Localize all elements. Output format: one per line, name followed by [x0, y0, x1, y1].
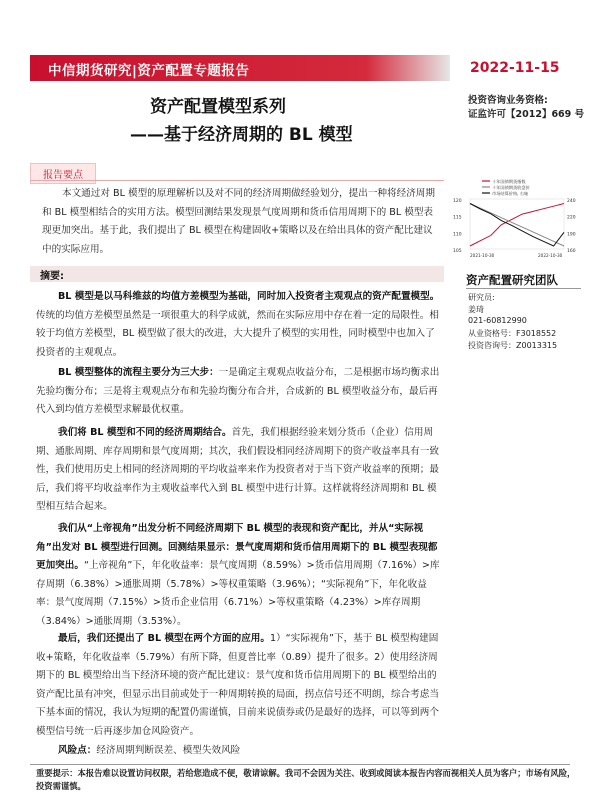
x-label-0: 2021-10-30 [470, 253, 495, 258]
report-title-line1: 资产配置模型系列 [150, 97, 286, 117]
right-tick-0: 240 [567, 199, 576, 204]
qualification-line2: 证监许可【2012】669 号 [468, 109, 585, 120]
chart-lines [470, 199, 564, 249]
right-tick-2: 190 [567, 232, 576, 238]
banner-text: 中信期货研究|资产配置专题报告 [48, 63, 250, 79]
chart-legend [482, 178, 531, 197]
x-label-1: 2022-10-30 [538, 253, 563, 258]
side-chart [452, 175, 582, 265]
abstract-paragraph-2 [36, 364, 442, 420]
risk-label: 风险点： [58, 745, 97, 756]
right-tick-1: 220 [567, 215, 576, 221]
para3-bold: 我们将 BL 模型和不同的经济周期结合。 [58, 427, 232, 438]
legend-label-2: 市场结算价格, 右轴 [492, 191, 529, 196]
para2-bold: BL 模型整体的流程主要分为三大步： [58, 367, 219, 378]
report-banner [30, 55, 450, 81]
para4-text: “上帝视角”下，年化收益率：景气度周期（8.59%）>货币信用周期（7.16%）>库存周期（6.38%）>通胀周期（5.78%）>等权重策略（3.96%）；“实际视角”下，年化收益率：景气度周期（7.15%）>货币企业信用（6.71%）>等权重策略（4.23%）>库存周期（3.84%）>通胀周期（3.53%）。 [36, 560, 440, 627]
left-tick-1: 115 [453, 215, 462, 221]
para4-bold: 我们从“上帝视角”出发分析不同经济周期下 BL 模型的表现和资产配比，并从“实际视角”出发对 BL 模型进行回测。回测结果显示：景气度周期和货币信用周期下的 BL 模型表现都更加突出。 [36, 523, 438, 571]
right-tick-3: 160 [567, 249, 576, 254]
team-rule [466, 288, 581, 289]
para1-bold: BL 模型是以马科维兹的均值方差模型为基础，同时加入投资者主观观点的资产配置模型。 [58, 291, 440, 302]
summary-label: 报告要点 [30, 163, 96, 184]
team-line-3: 021-60812990 [468, 316, 527, 325]
para5-bold: 最后，我们还提出了 BL 模型在两个方面的应用。 [58, 633, 270, 644]
series-line-1 [470, 204, 564, 247]
qualification-line1: 投资咨询业务资格: [468, 95, 548, 106]
abstract-paragraph-1 [36, 288, 442, 362]
team-line-1: 研究员: [468, 293, 495, 302]
team-line-4: 从业资格号：F3018552 [468, 329, 557, 338]
left-tick-2: 110 [453, 232, 462, 238]
footer-rule [30, 764, 570, 765]
para1-text: 传统的均值方差模型虽然是一项很重大的科学成就，然而在实际应用中存在着一定的局限性。相较于均值方差模型，BL 模型做了很大的改进，大大提升了模型的实用性，同时模型中也加入了投资者的主观观点。 [36, 309, 439, 358]
abstract-paragraph-5 [36, 630, 442, 741]
para5-text: 1）“实际视角”下，基于 BL 模型构建固收+策略，年化收益率（5.79%）有所下降，但夏普比率（0.89）提升了很多。2）使用经济周期下的 BL 模型给出当下经济环境的资产配比建议：景气度和货币信用周期下的 BL 模型给出的资产配比虽有冲突，但显示出目前或处于一种周期转换的局面，拐点信号还不明朗，综合考虑当下基本面的情况，我认为短期的配置仍需谨慎，目前来说债券或仍是最好的选择，可以等到两个模型信号统一后再逐步加仓风险资产。 [36, 633, 439, 737]
report-title-line2: ——基于经济周期的 BL 模型 [130, 125, 353, 145]
risk-line [58, 742, 240, 756]
legend-label-0: 十年国债期货指数 [492, 179, 526, 184]
report-date: 2022-11-15 [470, 60, 560, 76]
team-line-2: 姜琦 [468, 305, 484, 314]
plot-frame [470, 199, 564, 249]
para2-text: 一是确定主观观点收益分布，二是根据市场均衡求出先验均衡分布；三是将主观观点分布和先验均衡分布合并，合成新的 BL 模型收益分布，最后再代入到均值方差模型求解最优权重。 [36, 367, 440, 415]
left-tick-3: 105 [453, 249, 462, 254]
legend-label-1: 十年国债期货收盘价 [492, 185, 530, 190]
risk-text: 经济周期判断误差、模型失效风险 [96, 745, 241, 756]
team-line-5: 投资咨询号：Z0013315 [468, 341, 558, 350]
abstract-paragraph-4 [36, 520, 442, 631]
abstract-heading-bar [30, 266, 444, 282]
team-title: 资产配置研究团队 [466, 273, 558, 287]
footer-notice: 重要提示：本报告难以设置访问权限，若给您造成不便，敬请谅解。我司不会因为关注、收到或阅读本报告内容而视相关人员为客户；市场有风险，投资需谨慎。 [36, 768, 576, 791]
left-tick-0: 120 [453, 199, 462, 204]
abstract-heading: 摘要: [40, 271, 64, 282]
abstract-paragraph-3 [36, 424, 442, 517]
para3-text: 首先，我们根据经验来划分货币（企业）信用周期、通胀周期、库存周期和景气度周期；其次，我们假设相同经济周期下的资产收益率具有一致性，我们使用历史上相同的经济周期的平均收益率来作为投资者对于当下资产收益率的预期；最后，我们将平均收益率作为主观收益率代入到 BL 模型中进行计算。这样就将经济周期和 BL 模型相互结合起来。 [36, 427, 439, 512]
summary-text: 本文通过对 BL 模型的原理解析以及对不同的经济周期做经验划分，提出一种将经济周期和 BL 模型相结合的实用方法。模型回测结果发现景气度周期和货币信用周期下的 BL 模型表现更加突出。基于此，我们提出了 BL 模型在构建固收+策略以及在给出具体的资产配比建议中的实际应用。 [42, 188, 435, 255]
